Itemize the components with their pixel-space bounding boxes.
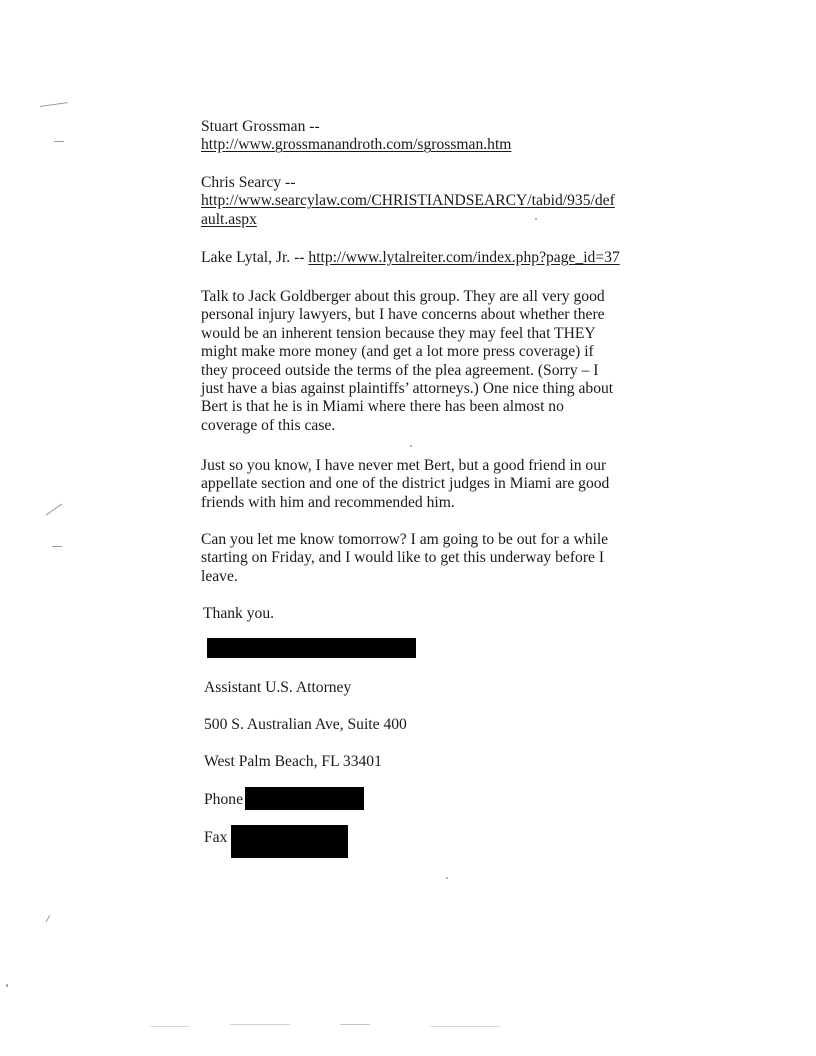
redaction-name [207, 638, 416, 658]
paragraph-line: appellate section and one of the district judges in Miami are good [201, 475, 610, 493]
scan-artifact [6, 984, 8, 987]
scan-artifact [46, 915, 51, 922]
scan-artifact [40, 102, 68, 107]
contact-url-link[interactable]: http://www.lytalreiter.com/index.php?page_id=37 [308, 249, 620, 266]
paragraph-request [201, 531, 641, 586]
contact-grossman [201, 118, 631, 155]
paragraph-line: Just so you know, I have never met Bert, but a good friend in our [201, 457, 607, 474]
signature-phone-row [204, 791, 243, 809]
redaction-phone [245, 787, 364, 810]
contact-searcy [201, 174, 631, 229]
scan-artifact [46, 503, 63, 515]
signature-address-line2: West Palm Beach, FL 33401 [204, 753, 382, 770]
contact-url-link[interactable]: http://www.grossmanandroth.com/sgrossman.htm [201, 136, 512, 154]
paragraph-line: they proceed outside the terms of the plea agreement. (Sorry – I [201, 361, 599, 379]
paragraph-line: friends with him and recommended him. [201, 493, 455, 511]
contact-name-line: Stuart Grossman -- [201, 118, 320, 135]
contact-name-prefix: Lake Lytal, Jr. -- [201, 249, 309, 266]
scan-artifact [52, 546, 62, 547]
scan-artifact [410, 445, 412, 447]
closing [203, 605, 633, 623]
paragraph-line: coverage of this case. [201, 416, 336, 434]
signature-address-line1: 500 S. Australian Ave, Suite 400 [204, 716, 407, 733]
phone-label: Phone [204, 791, 243, 808]
paragraph-line: starting on Friday, and I would like to get this underway before I [201, 549, 605, 567]
paragraph-line: personal injury lawyers, but I have concerns about whether there [201, 306, 605, 324]
paragraph-bert-reference [201, 457, 641, 512]
scan-artifact [54, 141, 64, 142]
scan-artifact [446, 877, 448, 879]
paragraph-line: might make more money (and get a lot more press coverage) if [201, 343, 594, 361]
paragraph-line: leave. [201, 567, 238, 585]
paragraph-line: just have a bias against plaintiffs’ attorneys.) One nice thing about [201, 380, 614, 398]
scan-artifact [340, 1024, 370, 1025]
fax-label: Fax [204, 829, 228, 846]
paragraph-group-concerns [201, 288, 641, 435]
redaction-fax [231, 825, 348, 858]
paragraph-line: Can you let me know tomorrow? I am going to be out for a while [201, 531, 609, 548]
contact-lytal [201, 249, 641, 267]
scan-artifact [150, 1026, 190, 1027]
contact-url-link[interactable]: http://www.searcylaw.com/CHRISTIANDSEARCY/tabid/935/def [201, 192, 615, 210]
contact-url-link-continued[interactable]: ault.aspx [201, 210, 257, 228]
contact-name-line: Chris Searcy -- [201, 174, 296, 191]
paragraph-line: Talk to Jack Goldberger about this group. They are all very good [201, 288, 605, 305]
signature-fax-row [204, 829, 227, 847]
paragraph-line: would be an inherent tension because they may feel that THEY [201, 324, 596, 342]
closing-thanks: Thank you. [203, 605, 275, 622]
paragraph-line: Bert is that he is in Miami where there has been almost no [201, 398, 564, 416]
scan-artifact [430, 1026, 500, 1027]
scan-artifact [535, 218, 537, 220]
signature-title: Assistant U.S. Attorney [204, 679, 352, 696]
scan-artifact [230, 1024, 290, 1025]
